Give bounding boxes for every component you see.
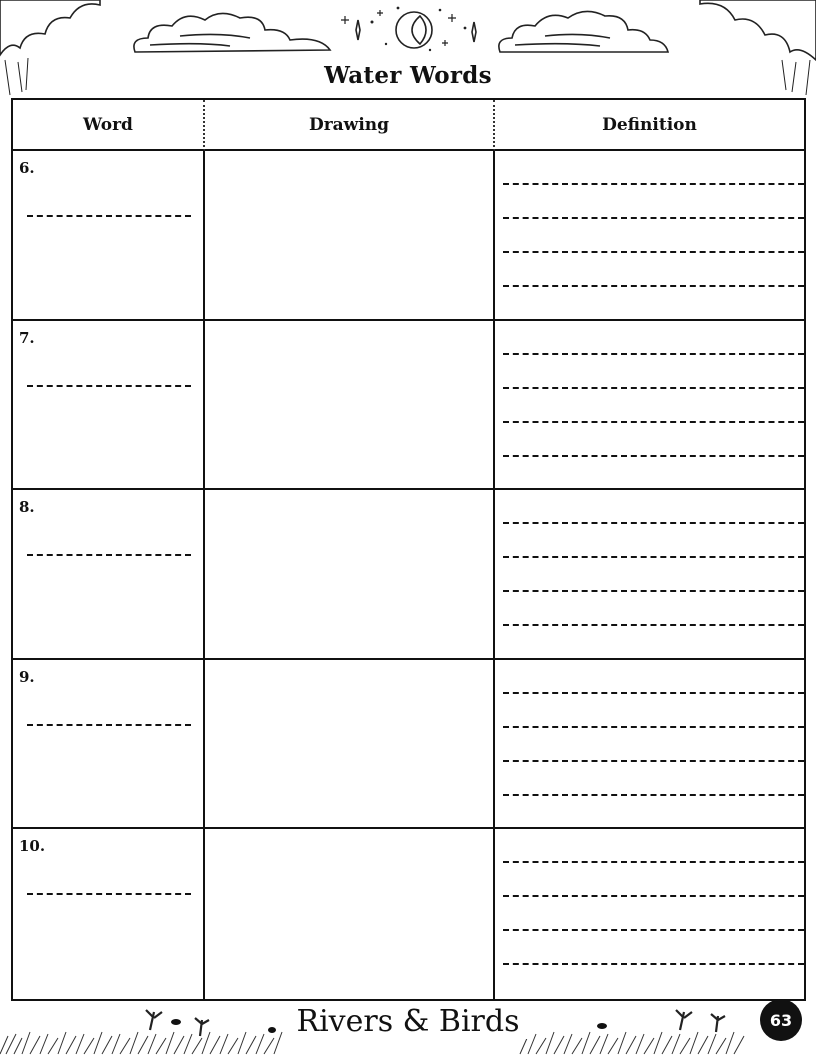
word-writing-line[interactable]	[27, 724, 191, 726]
row-number: 8.	[19, 498, 35, 517]
definition-line[interactable]	[503, 794, 804, 796]
drawing-cell[interactable]	[205, 660, 495, 830]
definition-line[interactable]	[503, 387, 804, 389]
header-definition: Definition	[495, 100, 804, 151]
cloud-icon	[499, 11, 668, 52]
tree-icon	[700, 0, 816, 60]
header-drawing: Drawing	[205, 100, 495, 151]
footer-title: Rivers & Birds	[0, 1004, 816, 1039]
word-cell[interactable]	[13, 490, 205, 660]
word-writing-line[interactable]	[27, 215, 191, 217]
moon-icon	[396, 12, 432, 48]
page-number-badge: 63	[760, 999, 802, 1041]
drawing-cell[interactable]	[205, 321, 495, 491]
definition-lines	[503, 183, 804, 287]
star-icon	[472, 22, 476, 42]
definition-lines	[503, 353, 804, 457]
definition-cell[interactable]	[495, 490, 804, 660]
word-cell[interactable]	[13, 829, 205, 999]
row-number: 10.	[19, 837, 46, 856]
definition-cell[interactable]	[495, 321, 804, 491]
row-number: 7.	[19, 328, 35, 347]
row-number: 6.	[19, 159, 35, 177]
definition-line[interactable]	[503, 760, 804, 762]
vocabulary-table	[11, 98, 806, 1001]
drawing-cell[interactable]	[205, 151, 495, 321]
cloud-icon	[134, 13, 330, 52]
definition-line[interactable]	[503, 861, 804, 863]
word-writing-line[interactable]	[27, 893, 191, 895]
definition-line[interactable]	[503, 353, 804, 355]
definition-line[interactable]	[503, 726, 804, 728]
definition-lines	[503, 522, 804, 626]
definition-line[interactable]	[503, 455, 804, 457]
row-number: 9.	[19, 667, 35, 686]
definition-line[interactable]	[503, 251, 804, 253]
definition-line[interactable]	[503, 929, 804, 931]
definition-line[interactable]	[503, 556, 804, 558]
word-cell[interactable]	[13, 660, 205, 830]
definition-line[interactable]	[503, 590, 804, 592]
definition-cell[interactable]	[495, 151, 804, 321]
definition-line[interactable]	[503, 692, 804, 694]
word-writing-line[interactable]	[27, 554, 191, 556]
definition-line[interactable]	[503, 285, 804, 287]
definition-line[interactable]	[503, 624, 804, 626]
definition-line[interactable]	[503, 183, 804, 185]
drawing-cell[interactable]	[205, 490, 495, 660]
word-writing-line[interactable]	[27, 385, 191, 387]
definition-cell[interactable]	[495, 660, 804, 830]
definition-lines	[503, 861, 804, 965]
definition-line[interactable]	[503, 421, 804, 423]
tree-icon	[0, 0, 100, 55]
drawing-cell[interactable]	[205, 829, 495, 999]
header-word: Word	[13, 100, 205, 151]
star-icon	[356, 20, 360, 40]
definition-lines	[503, 692, 804, 796]
definition-line[interactable]	[503, 522, 804, 524]
word-cell[interactable]	[13, 151, 205, 321]
definition-line[interactable]	[503, 963, 804, 965]
definition-cell[interactable]	[495, 829, 804, 999]
definition-line[interactable]	[503, 217, 804, 219]
word-cell[interactable]	[13, 321, 205, 491]
page-title: Water Words	[324, 62, 492, 89]
definition-line[interactable]	[503, 895, 804, 897]
